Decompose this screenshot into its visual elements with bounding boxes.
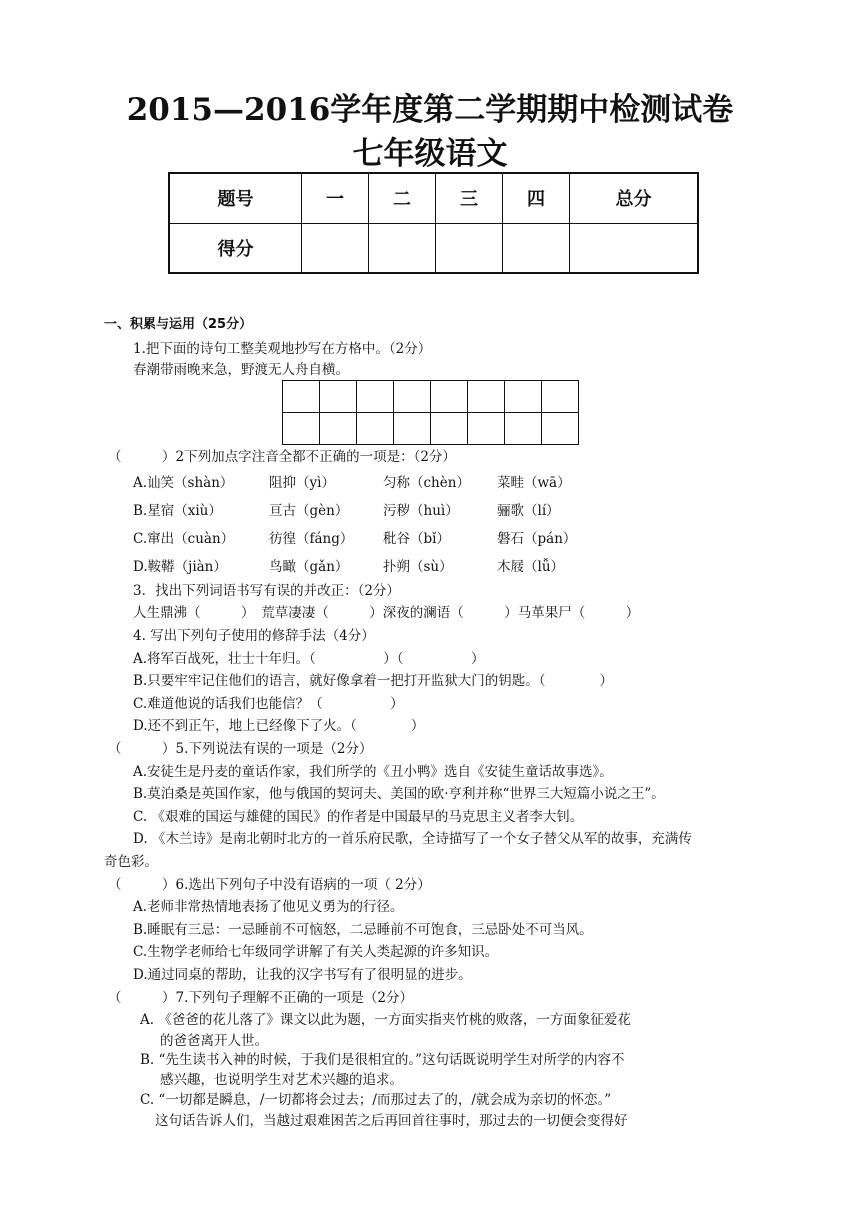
q7-option-c: C. “一切都是瞬息，/一切都将会过去；/而那过去了的，/就会成为亲切的怀恋。”: [140, 1092, 612, 1108]
exam-title: 2015—2016学年度第二学期期中检测试卷: [126, 92, 734, 128]
q5-option-d: D. 《木兰诗》是南北朝时北方的一首乐府民歌，全诗描写了一个女子替父从军的故事，充满传: [133, 831, 692, 847]
q6-option-c: C.生物学老师给七年级同学讲解了有关人类起源的许多知识。: [133, 944, 499, 960]
q2-option: 匀称（chèn）: [383, 475, 470, 491]
q6-option-b: B.睡眠有三忌：一忌睡前不可恼怒，二忌睡前不可饱食，三忌卧处不可当风。: [133, 922, 593, 938]
score-input-cell[interactable]: [369, 223, 436, 273]
score-header-cell: 总分: [570, 173, 699, 223]
q2-option: B.星宿（xiù）: [133, 503, 222, 519]
q2-stem: （ ）2下列加点字注音全都不正确的一项是：（2分）: [108, 449, 456, 465]
q1-stem: 1.把下面的诗句工整美观地抄写在方格中。（2分）: [133, 341, 432, 357]
q2-option: 亘古（gèn）: [269, 503, 349, 519]
q2-option: 菜畦（wā）: [497, 475, 571, 491]
q4-option-d: D.还不到正午，地上已经像下了火。（ ）: [133, 718, 425, 734]
score-table: [168, 172, 699, 274]
q7-option-c-cont: 这句话告诉人们，当越过艰难困苦之后再回首往事时，那过去的一切便会变得好: [155, 1113, 628, 1129]
q6-option-a: A.老师非常热情地表扬了他见义勇为的行径。: [133, 899, 404, 915]
score-header-cell: 二: [369, 173, 436, 223]
score-header-cell: 题号: [169, 173, 302, 223]
grid-cell[interactable]: [394, 381, 431, 413]
score-input-cell[interactable]: [503, 223, 570, 273]
q4-option-b: B.只要牢牢记住他们的语言，就好像拿着一把打开监狱大门的钥匙。（ ）: [133, 673, 613, 689]
q2-option: D.鞍鞯（jiàn）: [133, 559, 227, 575]
grid-cell[interactable]: [394, 413, 431, 445]
grid-cell[interactable]: [283, 413, 320, 445]
grid-cell[interactable]: [320, 381, 357, 413]
score-table-score-row: [169, 223, 698, 273]
grid-cell[interactable]: [505, 381, 542, 413]
grid-cell[interactable]: [468, 381, 505, 413]
grid-cell[interactable]: [542, 413, 579, 445]
q4-option-c: C.难道他说的话我们也能信？（ ）: [133, 696, 404, 712]
grid-cell[interactable]: [283, 381, 320, 413]
q2-option: C.窜出（cuàn）: [133, 531, 235, 547]
grid-cell[interactable]: [505, 413, 542, 445]
section-heading: 一、积累与运用（25分）: [104, 317, 253, 332]
grid-cell[interactable]: [431, 413, 468, 445]
q2-option: 扑朔（sù）: [383, 559, 453, 575]
score-input-cell[interactable]: [570, 223, 699, 273]
score-header-cell: 三: [436, 173, 503, 223]
q2-option: A.讪笑（shàn）: [133, 475, 234, 491]
grid-cell[interactable]: [320, 413, 357, 445]
q5-option-d-cont: 奇色彩。: [104, 854, 158, 870]
score-table-header-row: [169, 173, 698, 223]
q7-stem: （ ）7.下列句子理解不正确的一项是（2分）: [108, 990, 413, 1006]
grid-cell[interactable]: [468, 413, 505, 445]
q4-option-a: A.将军百战死，壮士十年归。（ ）（ ）: [133, 651, 485, 667]
score-input-cell[interactable]: [436, 223, 503, 273]
score-input-cell[interactable]: [302, 223, 369, 273]
q7-option-a: A. 《爸爸的花儿落了》课文以此为题，一方面实指夹竹桃的败落，一方面象征爱花: [140, 1012, 631, 1028]
q2-option: 秕谷（bǐ）: [383, 531, 450, 547]
q2-option: 骊歌（lí）: [497, 503, 560, 519]
q5-option-c: C. 《艰难的国运与雄健的国民》的作者是中国最早的马克思主义者李大钊。: [133, 809, 584, 825]
q2-option: 彷徨（fáng）: [269, 531, 354, 547]
score-header-cell: 四: [503, 173, 570, 223]
q2-option: 污秽（huì）: [383, 503, 459, 519]
q2-option: 木屐（lǚ）: [497, 559, 565, 575]
q5-option-b: B.莫泊桑是英国作家，他与俄国的契诃夫、美国的欧·亨利并称“世界三大短篇小说之王”。: [133, 786, 665, 802]
q7-option-a-cont: 的爸爸离开人世。: [160, 1033, 268, 1049]
grid-cell[interactable]: [357, 381, 394, 413]
q7-option-b: B. “先生读书入神的时候，于我们是很相宜的。”这句话既说明学生对所学的内容不: [140, 1052, 625, 1068]
q5-stem: （ ）5.下列说法有误的一项是（2分）: [108, 741, 373, 757]
q3-stem: 3．找出下列词语书写有误的并改正：（2分）: [133, 583, 400, 599]
q5-option-a: A.安徒生是丹麦的童话作家，我们所学的《丑小鸭》选自《安徒生童话故事选》。: [133, 764, 613, 780]
q6-stem: （ ）6.选出下列句子中没有语病的一项（ 2分）: [108, 877, 431, 893]
q4-stem: 4. 写出下列句子使用的修辞手法（4分）: [133, 628, 375, 644]
q2-option: 磐石（pán）: [497, 531, 577, 547]
writing-grid: [282, 380, 579, 445]
score-row-label: 得分: [169, 223, 302, 273]
grid-cell[interactable]: [431, 381, 468, 413]
exam-subtitle: 七年级语文: [352, 136, 508, 172]
q7-option-b-cont: 感兴趣，也说明学生对艺术兴趣的追求。: [160, 1072, 403, 1088]
grid-cell[interactable]: [542, 381, 579, 413]
q1-poem: 春潮带雨晚来急，野渡无人舟自横。: [133, 362, 349, 378]
q2-option: 阻抑（yì）: [269, 475, 335, 491]
q3-words: 人生鼎沸（ ） 荒草凄凄（ ）深夜的澜语（ ）马革果尸（ ）: [133, 605, 640, 621]
q6-option-d: D.通过同桌的帮助，让我的汉字书写有了很明显的进步。: [133, 967, 472, 983]
q2-option: 鸟瞰（gǎn）: [269, 559, 349, 575]
grid-cell[interactable]: [357, 413, 394, 445]
score-header-cell: 一: [302, 173, 369, 223]
